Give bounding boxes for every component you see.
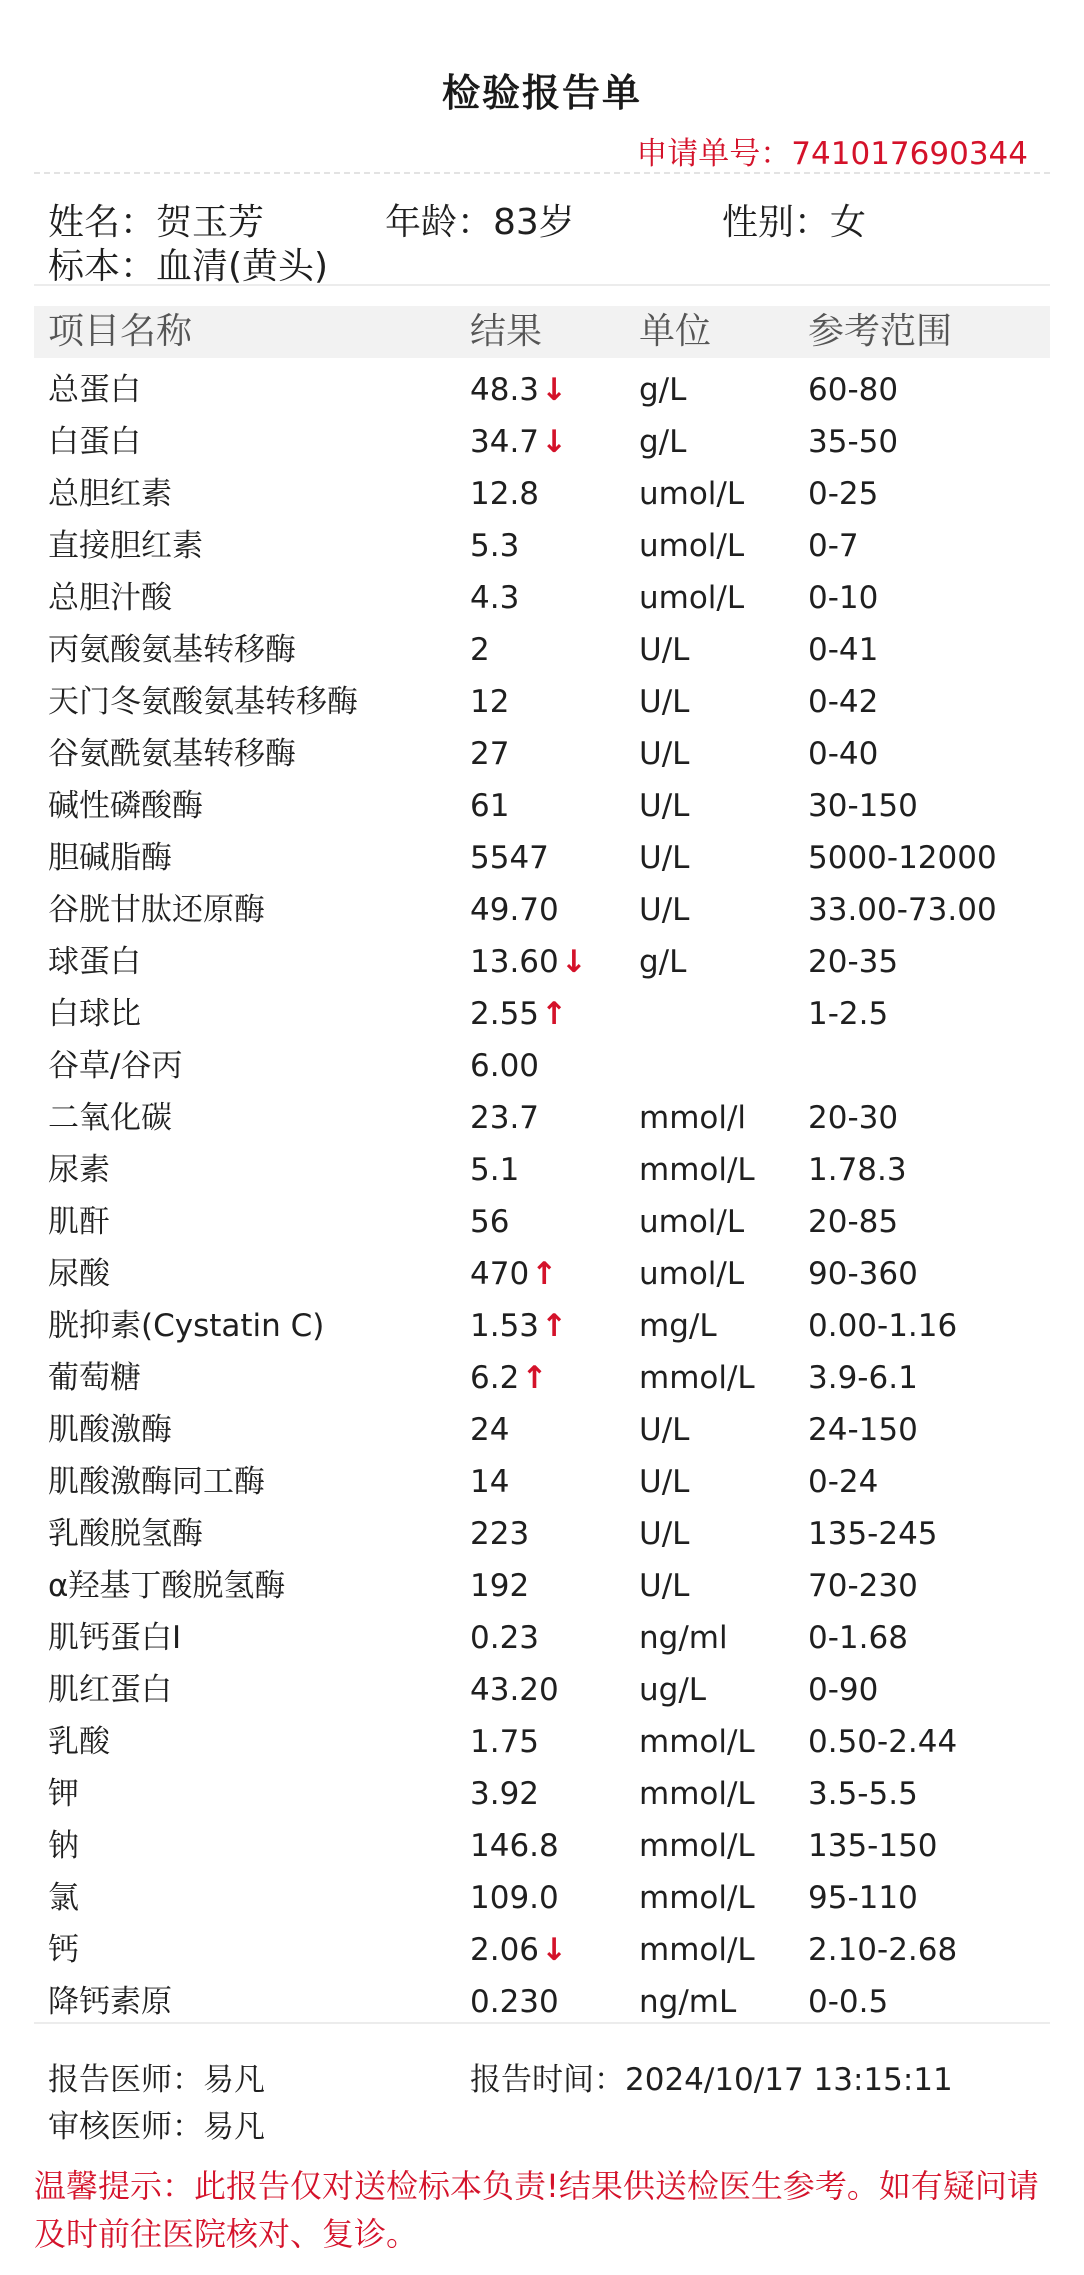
test-result: 49.70 [470,892,559,928]
test-result: 5.1 [470,1152,520,1188]
test-result-cell [470,416,567,468]
test-unit: mmol/L [639,1360,755,1396]
reference-range: 0-24 [808,1464,879,1500]
table-row [0,1976,1084,2028]
test-result-cell [470,1092,541,1144]
table-row [0,1716,1084,1768]
test-result: 1.75 [470,1724,540,1760]
test-result-cell [470,1300,567,1352]
test-name: 降钙素原 [48,1984,172,2020]
test-name: 钙 [48,1932,79,1968]
test-unit: U/L [639,788,690,824]
test-name: 肌钙蛋白I [48,1620,182,1656]
report-title: 检验报告单 [441,71,642,115]
test-result-cell [470,1352,547,1404]
test-name: 葡萄糖 [48,1360,141,1396]
test-result-cell [470,1508,531,1560]
test-name: 肌酸激酶同工酶 [48,1464,265,1500]
patient-gender: 性别：女 [722,202,867,243]
test-result-cell [470,832,551,884]
test-result: 56 [470,1204,510,1240]
test-result-cell [470,1820,561,1872]
test-unit: mg/L [639,1308,717,1344]
patient-name: 姓名：贺玉芳 [48,202,265,243]
test-name: 谷胱甘肽还原酶 [48,892,265,928]
test-name: 白球比 [48,996,141,1032]
arrow-up-icon: ↑ [541,1308,568,1344]
test-unit: umol/L [639,1256,745,1292]
test-name: 总胆汁酸 [48,580,172,616]
reference-range: 20-35 [808,944,899,980]
warm-tip: 温馨提示：此报告仅对送检标本负责!结果供送检医生参考。如有疑问请及时前往医院核对、复诊。 [34,2167,1039,2253]
table-row [0,676,1084,728]
test-result: 2 [470,632,490,668]
test-result-cell [470,624,492,676]
test-name: 钾 [48,1776,79,1812]
test-name: 胆碱脂酶 [48,840,172,876]
reference-range: 30-150 [808,788,918,824]
arrow-down-icon: ↓ [541,424,568,460]
test-result: 2.06 [470,1932,540,1968]
test-result: 2.55 [470,996,540,1032]
reference-range: 135-245 [808,1516,938,1552]
test-result: 48.3 [470,372,540,408]
reference-range: 33.00-73.00 [808,892,997,928]
test-result-cell [470,676,511,728]
table-row [0,1352,1084,1404]
test-result-cell [470,364,567,416]
test-result-cell [470,1664,561,1716]
test-unit: umol/L [639,580,745,616]
reference-range: 20-85 [808,1204,899,1240]
test-name: 总胆红素 [48,476,172,512]
table-row [0,832,1084,884]
test-result: 27 [470,736,510,772]
divider [34,2022,1050,2024]
test-unit: U/L [639,840,690,876]
test-result-cell [470,1144,521,1196]
column-header-result: 结果 [470,311,543,352]
specimen-type: 标本：血清(黄头) [48,246,329,287]
test-result: 61 [470,788,510,824]
reference-range: 0-42 [808,684,879,720]
test-name: 天门冬氨酸氨基转移酶 [48,684,358,720]
report-time: 报告时间：2024/10/17 13:15:11 [470,2062,953,2098]
test-name: 二氧化碳 [48,1100,172,1136]
table-row [0,1768,1084,1820]
table-row [0,780,1084,832]
table-row [0,1664,1084,1716]
test-unit: umol/L [639,528,745,564]
test-result-cell [470,780,511,832]
reference-range: 1-2.5 [808,996,889,1032]
table-row [0,624,1084,676]
column-header-reference: 参考范围 [808,311,953,352]
test-name: 肌酐 [48,1204,110,1240]
test-result: 6.00 [470,1048,540,1084]
arrow-down-icon: ↓ [541,1932,568,1968]
test-result-cell [470,1924,567,1976]
test-result: 223 [470,1516,530,1552]
results-table [0,364,1084,2028]
test-name: 氯 [48,1880,79,1916]
reference-range: 0-1.68 [808,1620,908,1656]
table-row [0,1612,1084,1664]
divider [34,284,1050,286]
test-unit: umol/L [639,476,745,512]
test-result: 1.53 [470,1308,540,1344]
test-unit: g/L [639,372,687,408]
test-result-cell [470,520,521,572]
test-result: 0.23 [470,1620,540,1656]
reference-range: 0-40 [808,736,879,772]
test-result-cell [470,884,561,936]
report-doctor: 报告医师：易凡 [48,2062,265,2098]
test-unit: g/L [639,944,687,980]
table-row [0,1404,1084,1456]
table-row [0,1196,1084,1248]
table-row [0,884,1084,936]
table-row [0,1508,1084,1560]
reference-range: 0-41 [808,632,879,668]
test-result-cell [470,1872,561,1924]
test-result: 13.60 [470,944,559,980]
test-result: 23.7 [470,1100,540,1136]
test-result: 5.3 [470,528,520,564]
test-unit: ng/mL [639,1984,737,2020]
test-name: 钠 [48,1828,79,1864]
test-unit: U/L [639,684,690,720]
reference-range: 3.9-6.1 [808,1360,918,1396]
reference-range: 0-0.5 [808,1984,889,2020]
test-name: 球蛋白 [48,944,141,980]
test-unit: g/L [639,424,687,460]
arrow-down-icon: ↓ [560,944,587,980]
table-row [0,468,1084,520]
reference-range: 35-50 [808,424,899,460]
reference-range: 0.50-2.44 [808,1724,958,1760]
patient-age: 年龄：83岁 [385,202,575,243]
reference-range: 90-360 [808,1256,918,1292]
test-result: 12.8 [470,476,540,512]
test-result-cell [470,936,587,988]
test-unit: mmol/l [639,1100,747,1136]
reference-range: 70-230 [808,1568,918,1604]
test-unit: U/L [639,1568,690,1604]
table-row [0,1924,1084,1976]
arrow-up-icon: ↑ [521,1360,548,1396]
reference-range: 60-80 [808,372,899,408]
test-result-cell [470,1768,541,1820]
arrow-up-icon: ↑ [541,996,568,1032]
table-row [0,1560,1084,1612]
table-row [0,1300,1084,1352]
test-result-cell [470,1248,557,1300]
reference-range: 0-7 [808,528,859,564]
test-result-cell [470,1196,511,1248]
test-result: 192 [470,1568,530,1604]
reference-range: 1.78.3 [808,1152,907,1188]
reference-range: 24-150 [808,1412,918,1448]
reference-range: 2.10-2.68 [808,1932,958,1968]
test-unit: U/L [639,1516,690,1552]
table-row [0,1820,1084,1872]
test-result: 3.92 [470,1776,540,1812]
column-header-item: 项目名称 [48,311,193,352]
table-header [34,306,1050,358]
test-result-cell [470,1612,541,1664]
table-row [0,364,1084,416]
review-doctor: 审核医师：易凡 [48,2109,265,2145]
table-row [0,988,1084,1040]
test-result: 6.2 [470,1360,520,1396]
test-result-cell [470,572,521,624]
table-row [0,1456,1084,1508]
table-row [0,572,1084,624]
test-name: 肌酸激酶 [48,1412,172,1448]
table-row [0,1144,1084,1196]
test-result: 470 [470,1256,530,1292]
test-unit: mmol/L [639,1880,755,1916]
test-result-cell [470,988,567,1040]
table-row [0,520,1084,572]
test-unit: U/L [639,736,690,772]
table-row [0,1040,1084,1092]
test-name: 乳酸脱氢酶 [48,1516,203,1552]
reference-range: 135-150 [808,1828,938,1864]
test-result: 24 [470,1412,510,1448]
reference-range: 3.5-5.5 [808,1776,918,1812]
test-result-cell [470,1456,511,1508]
reference-range: 0-10 [808,580,879,616]
arrow-down-icon: ↓ [541,372,568,408]
test-result: 146.8 [470,1828,559,1864]
test-result-cell [470,728,511,780]
test-unit: U/L [639,1464,690,1500]
test-unit: U/L [639,892,690,928]
test-name: 丙氨酸氨基转移酶 [48,632,296,668]
table-row [0,1872,1084,1924]
arrow-up-icon: ↑ [531,1256,558,1292]
test-unit: mmol/L [639,1776,755,1812]
table-row [0,416,1084,468]
column-header-unit: 单位 [639,311,712,352]
test-name: 尿酸 [48,1256,110,1292]
test-result-cell [470,1976,561,2028]
table-row [0,936,1084,988]
test-name: 总蛋白 [48,372,141,408]
test-unit: ug/L [639,1672,707,1708]
test-name: 胱抑素(Cystatin C) [48,1308,325,1344]
test-unit: U/L [639,632,690,668]
test-result: 4.3 [470,580,520,616]
application-number: 申请单号：741017690344 [636,136,1028,172]
reference-range: 95-110 [808,1880,918,1916]
test-result: 0.230 [470,1984,559,2020]
test-name: 直接胆红素 [48,528,203,564]
test-result-cell [470,1716,541,1768]
reference-range: 0-90 [808,1672,879,1708]
test-result: 109.0 [470,1880,559,1916]
test-result: 34.7 [470,424,540,460]
test-name: 白蛋白 [48,424,141,460]
test-name: 碱性磷酸酶 [48,788,203,824]
test-result: 12 [470,684,510,720]
test-unit: umol/L [639,1204,745,1240]
table-row [0,1248,1084,1300]
test-name: α羟基丁酸脱氢酶 [48,1568,286,1604]
table-row [0,728,1084,780]
test-result-cell [470,1404,511,1456]
test-result-cell [470,1560,531,1612]
test-result: 43.20 [470,1672,559,1708]
test-unit: ng/ml [639,1620,728,1656]
test-unit: mmol/L [639,1828,755,1864]
test-name: 乳酸 [48,1724,110,1760]
test-result: 5547 [470,840,549,876]
reference-range: 20-30 [808,1100,899,1136]
test-result-cell [470,1040,541,1092]
test-name: 肌红蛋白 [48,1672,172,1708]
test-unit: U/L [639,1412,690,1448]
test-unit: mmol/L [639,1152,755,1188]
test-unit: mmol/L [639,1932,755,1968]
reference-range: 5000-12000 [808,840,997,876]
reference-range: 0.00-1.16 [808,1308,958,1344]
divider [34,172,1050,174]
reference-range: 0-25 [808,476,879,512]
test-name: 尿素 [48,1152,110,1188]
test-name: 谷草/谷丙 [48,1048,183,1084]
table-row [0,1092,1084,1144]
test-result: 14 [470,1464,510,1500]
test-unit: mmol/L [639,1724,755,1760]
test-result-cell [470,468,541,520]
test-name: 谷氨酰氨基转移酶 [48,736,296,772]
